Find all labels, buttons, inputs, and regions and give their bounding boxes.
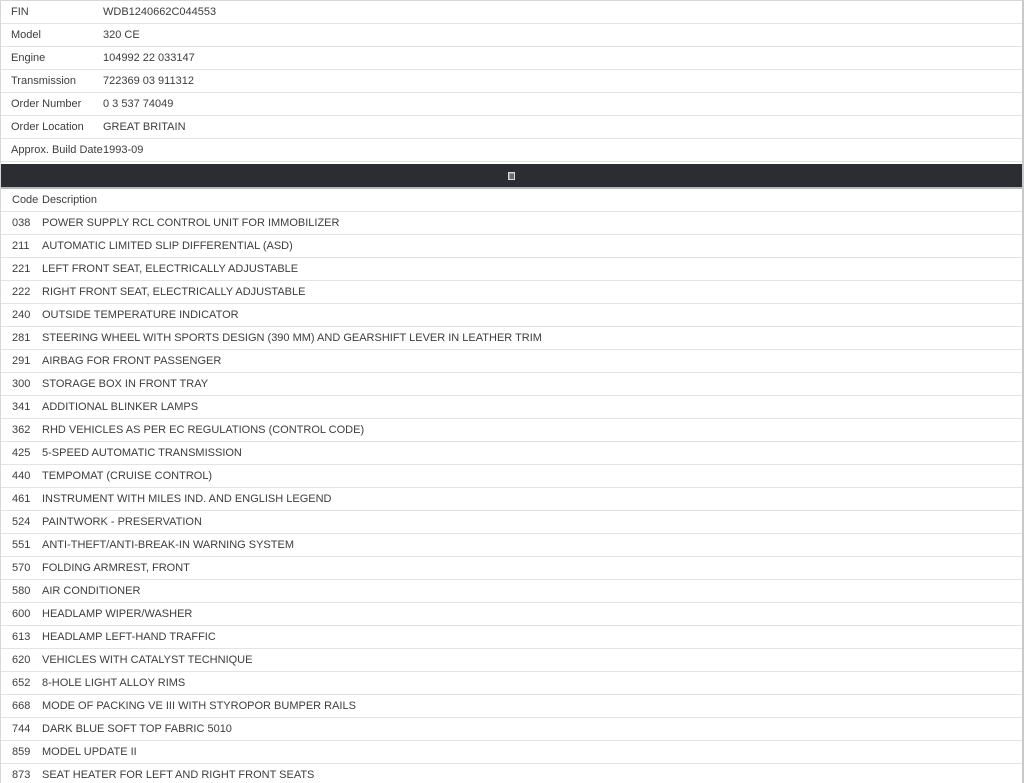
option-code-row xyxy=(1,741,1022,764)
vehicle-info-value: 1993-09 xyxy=(103,144,144,156)
option-code: 873 xyxy=(12,769,31,781)
code-column-header: Code xyxy=(12,194,39,206)
option-description: 5-SPEED AUTOMATIC TRANSMISSION xyxy=(42,447,242,459)
vehicle-info-value: 320 CE xyxy=(103,29,140,41)
option-code-row xyxy=(1,373,1022,396)
vehicle-info-value: 104992 22 033147 xyxy=(103,52,195,64)
option-code: 440 xyxy=(12,470,31,482)
vehicle-info-label: Order Number xyxy=(11,98,82,110)
option-code: 580 xyxy=(12,585,31,597)
option-description: AIR CONDITIONER xyxy=(42,585,141,597)
option-code-row xyxy=(1,396,1022,419)
option-codes-table xyxy=(1,189,1022,783)
vehicle-info-label: FIN xyxy=(11,6,29,18)
option-code-row xyxy=(1,534,1022,557)
vehicle-info-row xyxy=(1,47,1022,70)
option-code: 613 xyxy=(12,631,31,643)
vehicle-info-row xyxy=(1,93,1022,116)
option-code-row xyxy=(1,626,1022,649)
vehicle-info-label: Engine xyxy=(11,52,46,64)
option-code: 425 xyxy=(12,447,31,459)
option-code-row xyxy=(1,580,1022,603)
vehicle-info-label: Model xyxy=(11,29,41,41)
option-code-row xyxy=(1,327,1022,350)
vehicle-info-row xyxy=(1,24,1022,47)
option-description: STEERING WHEEL WITH SPORTS DESIGN (390 MM) AND GEARSHIFT LEVER IN LEATHER TRIM xyxy=(42,332,542,344)
option-code: 222 xyxy=(12,286,31,298)
vehicle-info-value: 0 3 537 74049 xyxy=(103,98,174,110)
option-code-row xyxy=(1,603,1022,626)
vehicle-info-label: Order Location xyxy=(11,121,84,133)
option-description: FOLDING ARMREST, FRONT xyxy=(42,562,190,574)
option-code-row xyxy=(1,672,1022,695)
option-code: 221 xyxy=(12,263,31,275)
option-code-row xyxy=(1,212,1022,235)
vehicle-info-row xyxy=(1,1,1022,24)
option-code-row xyxy=(1,258,1022,281)
option-description: POWER SUPPLY RCL CONTROL UNIT FOR IMMOBILIZER xyxy=(42,217,340,229)
vehicle-info-value: 722369 03 911312 xyxy=(103,75,194,87)
option-code-row xyxy=(1,718,1022,741)
option-code: 211 xyxy=(12,240,30,252)
option-code: 620 xyxy=(12,654,31,666)
option-code: 461 xyxy=(12,493,31,505)
option-description: ADDITIONAL BLINKER LAMPS xyxy=(42,401,199,413)
option-description: MODE OF PACKING VE III WITH STYROPOR BUMPER RAILS xyxy=(42,700,356,712)
option-code-row xyxy=(1,442,1022,465)
vehicle-info-row xyxy=(1,70,1022,93)
option-code: 038 xyxy=(12,217,31,229)
option-description: AIRBAG FOR FRONT PASSENGER xyxy=(42,355,222,367)
option-codes-body xyxy=(1,212,1022,783)
broken-image-icon xyxy=(508,172,515,180)
option-description: STORAGE BOX IN FRONT TRAY xyxy=(42,378,209,390)
option-code: 291 xyxy=(12,355,31,367)
banner-bar xyxy=(1,164,1022,189)
option-description: HEADLAMP LEFT-HAND TRAFFIC xyxy=(42,631,216,643)
option-description: OUTSIDE TEMPERATURE INDICATOR xyxy=(42,309,239,321)
vehicle-info-table xyxy=(1,1,1022,162)
option-description: HEADLAMP WIPER/WASHER xyxy=(42,608,193,620)
option-description: VEHICLES WITH CATALYST TECHNIQUE xyxy=(42,654,253,666)
option-code-row xyxy=(1,557,1022,580)
option-code: 668 xyxy=(12,700,31,712)
option-code-row xyxy=(1,764,1022,783)
option-description: RHD VEHICLES AS PER EC REGULATIONS (CONTROL CODE) xyxy=(42,424,365,436)
vehicle-info-label: Transmission xyxy=(11,75,76,87)
option-code: 362 xyxy=(12,424,31,436)
vehicle-info-value: WDB1240662C044553 xyxy=(103,6,217,18)
option-description: DARK BLUE SOFT TOP FABRIC 5010 xyxy=(42,723,232,735)
option-description: SEAT HEATER FOR LEFT AND RIGHT FRONT SEATS xyxy=(42,769,315,781)
option-code: 300 xyxy=(12,378,31,390)
option-code: 524 xyxy=(12,516,31,528)
option-code-row xyxy=(1,281,1022,304)
vehicle-info-row xyxy=(1,116,1022,139)
vehicle-info-label: Approx. Build Date xyxy=(11,144,103,156)
option-code-row xyxy=(1,350,1022,373)
option-description: ANTI-THEFT/ANTI-BREAK-IN WARNING SYSTEM xyxy=(42,539,294,551)
option-code: 570 xyxy=(12,562,31,574)
option-code: 600 xyxy=(12,608,31,620)
option-code: 240 xyxy=(12,309,31,321)
option-description: MODEL UPDATE II xyxy=(42,746,137,758)
option-code-row xyxy=(1,419,1022,442)
option-description: AUTOMATIC LIMITED SLIP DIFFERENTIAL (ASD) xyxy=(42,240,293,252)
description-column-header: Description xyxy=(42,194,98,206)
option-code: 341 xyxy=(12,401,31,413)
option-code-row xyxy=(1,511,1022,534)
option-code: 859 xyxy=(12,746,31,758)
option-code-row xyxy=(1,465,1022,488)
option-code-row xyxy=(1,695,1022,718)
option-description: LEFT FRONT SEAT, ELECTRICALLY ADJUSTABLE xyxy=(42,263,299,275)
option-code: 652 xyxy=(12,677,31,689)
option-description: TEMPOMAT (CRUISE CONTROL) xyxy=(42,470,213,482)
option-description: INSTRUMENT WITH MILES IND. AND ENGLISH LEGEND xyxy=(42,493,332,505)
option-codes-header-row xyxy=(1,189,1022,212)
option-code-row xyxy=(1,235,1022,258)
option-code-row xyxy=(1,488,1022,511)
option-description: PAINTWORK - PRESERVATION xyxy=(42,516,202,528)
option-code: 281 xyxy=(12,332,31,344)
option-code: 744 xyxy=(12,723,31,735)
option-description: 8-HOLE LIGHT ALLOY RIMS xyxy=(42,677,186,689)
option-code-row xyxy=(1,649,1022,672)
vehicle-info-value: GREAT BRITAIN xyxy=(103,121,186,133)
option-code: 551 xyxy=(12,539,31,551)
vehicle-info-row xyxy=(1,139,1022,162)
option-description: RIGHT FRONT SEAT, ELECTRICALLY ADJUSTABLE xyxy=(42,286,306,298)
option-code-row xyxy=(1,304,1022,327)
